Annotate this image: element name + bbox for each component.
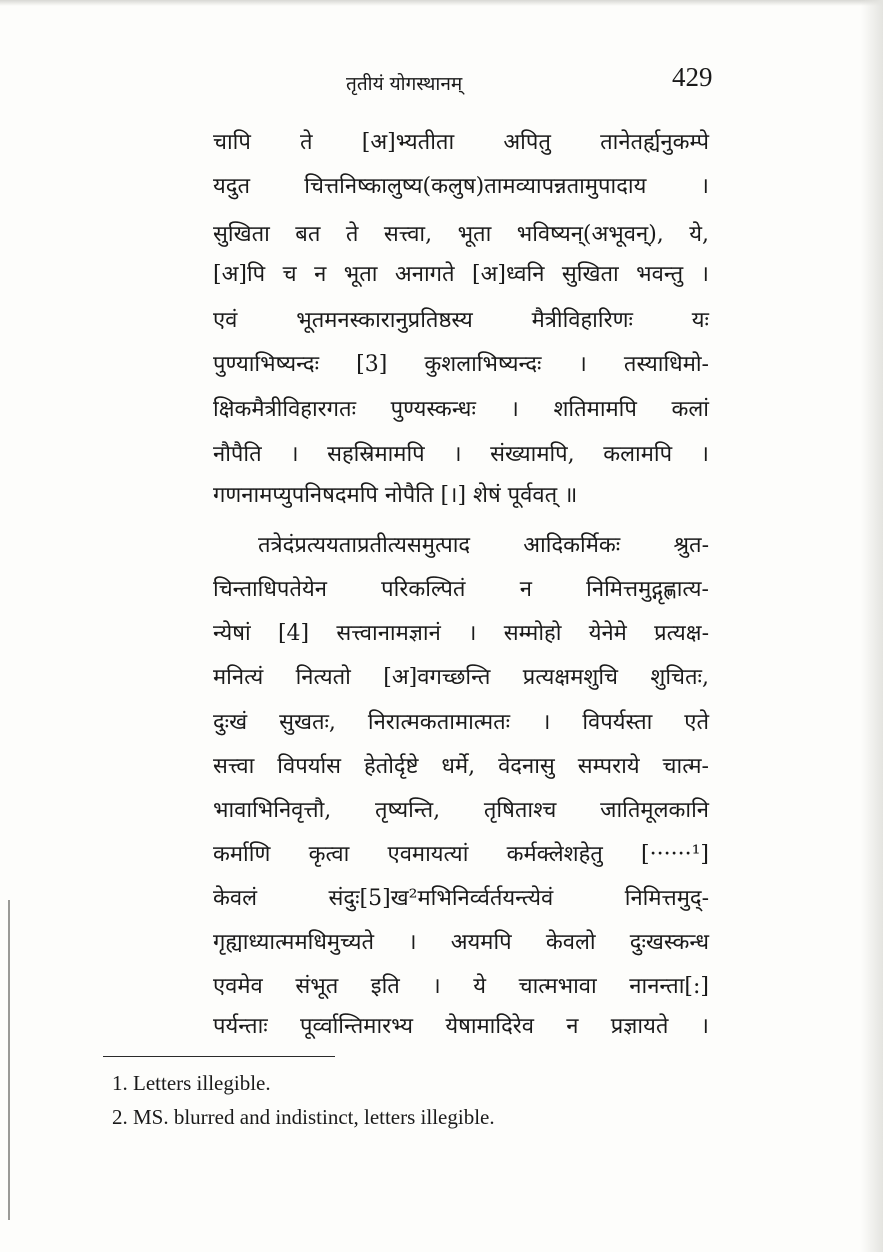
body-line: गृह्याध्यात्ममधिमुच्यते । अयमपि केवलो दुःखस्कन्ध <box>213 930 709 955</box>
body-line: भावाभिनिवृत्तौ, तृष्यन्ति, तृषिताश्च जातिमूलकानि <box>213 798 709 823</box>
body-line: कर्माणि कृत्वा एवमायत्यां कर्मक्लेशहेतु [······¹] <box>213 842 709 867</box>
body-line: मनित्यं नित्यतो [अ]वगच्छन्ति प्रत्यक्षमशुचि शुचितः, <box>213 665 709 690</box>
body-line: दुःखं सुखतः, निरात्मकतामात्मतः । विपर्यस्ता एते <box>213 710 709 735</box>
body-line: यदुत चित्तनिष्कालुष्य(कलुष)तामव्यापन्नतामुपादाय । <box>213 174 709 199</box>
body-line: गणनामप्युपनिषदमपि नोपैति [।] शेषं पूर्ववत् ॥ <box>213 483 578 508</box>
body-line: सुखिता बत ते सत्त्वा, भूता भविष्यन्(अभूवन्), ये, <box>213 222 709 247</box>
scan-shadow-top <box>0 0 883 6</box>
footnote-1: 1. Letters illegible. <box>112 1071 271 1095</box>
body-line: चापि ते [अ]भ्यतीता अपितु तानेतर्ह्यनुकम्पे <box>213 130 709 155</box>
body-line: नौपैति । सहस्रिमामपि । संख्यामपि, कलामपि । <box>213 442 709 467</box>
body-line: न्येषां [4] सत्त्वानामज्ञानं । सम्मोहो येनेमे प्रत्यक्ष- <box>213 621 709 646</box>
footnote-divider <box>103 1056 335 1057</box>
body-line: क्षिकमैत्रीविहारगतः पुण्यस्कन्धः । शतिमामपि कलां <box>213 397 709 422</box>
paragraph-first-line: तत्रेदंप्रत्ययताप्रतीत्यसमुत्पाद आदिकर्मिकः श्रुत- <box>258 533 709 558</box>
body-line: केवलं संदुः[5]ख²मभिनिर्व्वर्तयन्त्येवं निमित्तमुद्- <box>213 886 709 911</box>
footnote-2: 2. MS. blurred and indistinct, letters illegible. <box>112 1105 495 1129</box>
body-line: पर्यन्ताः पूर्व्वान्तिमारभ्य येषामादिरेव न प्रज्ञायते । <box>213 1014 709 1039</box>
scan-binding-mark <box>8 900 10 1220</box>
body-line: पुण्याभिष्यन्दः [3] कुशलाभिष्यन्दः । तस्याधिमो- <box>213 352 709 377</box>
scan-shadow-right <box>861 0 883 1252</box>
body-line: सत्त्वा विपर्यास हेतोर्दृष्टे धर्मे, वेदनासु सम्पराये चात्म- <box>213 754 709 779</box>
page-number: 429 <box>672 62 713 92</box>
body-line: [अ]पि च न भूता अनागते [अ]ध्वनि सुखिता भवन्तु । <box>213 262 709 287</box>
running-head-title: तृतीयं योगस्थानम् <box>346 73 463 95</box>
body-line: चिन्ताधिपतेयेन परिकल्पितं न निमित्तमुद्गृह्णात्य- <box>213 577 709 602</box>
body-line: एवमेव संभूत इति । ये चात्मभावा नानन्ता[:] <box>213 974 709 999</box>
body-line: एवं भूतमनस्कारानुप्रतिष्ठस्य मैत्रीविहारिणः यः <box>213 308 709 333</box>
